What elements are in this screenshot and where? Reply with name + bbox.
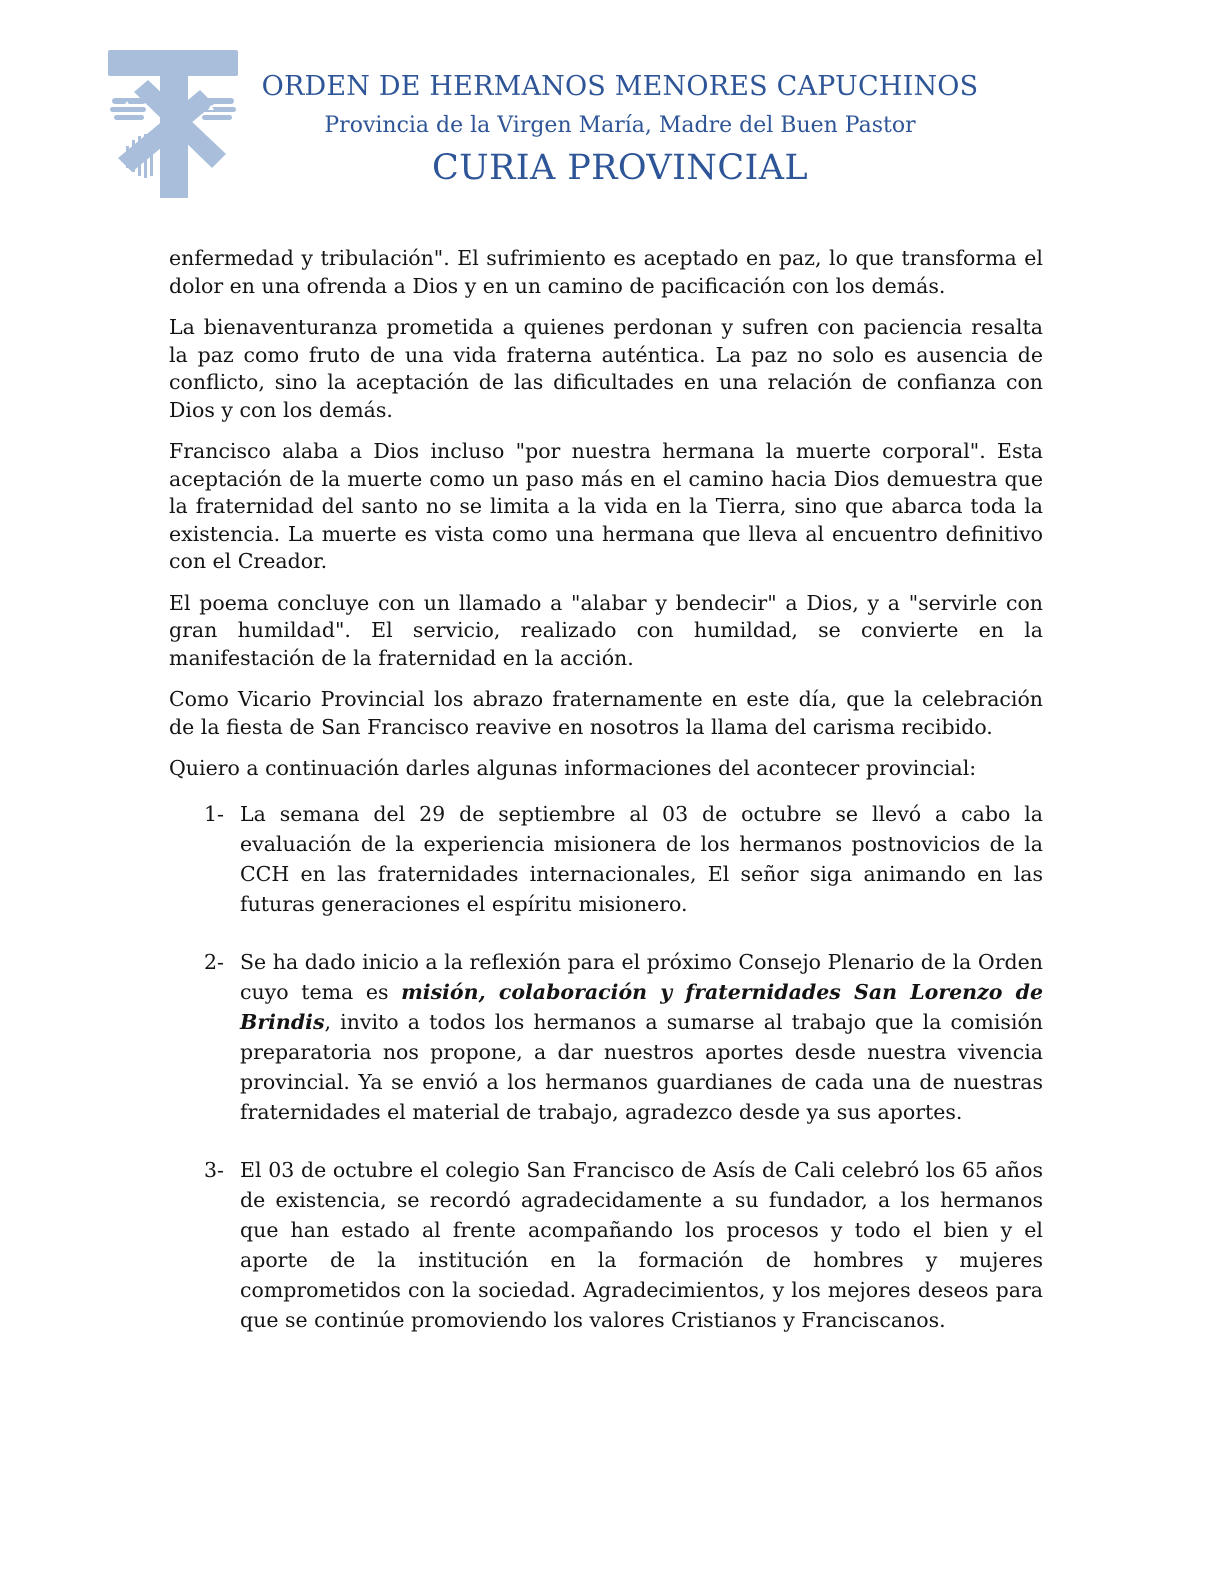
paragraph: Quiero a continuación darles algunas informaciones del acontecer provincial: bbox=[169, 756, 977, 780]
letter-body bbox=[169, 245, 1043, 1363]
province-subtitle: Provincia de la Virgen María, Madre del Buen Pastor bbox=[324, 113, 916, 138]
list-item bbox=[169, 799, 1043, 919]
list-item-text-before: Se ha dado inicio a la reflexión para el próximo Consejo Plenario de la Orden cuyo tema es bbox=[240, 949, 1043, 1004]
list-number: 3- bbox=[204, 1157, 224, 1182]
letterhead bbox=[250, 66, 990, 192]
list-item-text: La semana del 29 de septiembre al 03 de octubre se llevó a cabo la evaluación de la experiencia misionera de los hermanos postnovicios de la CCH en las fraternidades internacionales, El señor siga animando en las futuras generaciones el espíritu misionero. bbox=[240, 801, 1043, 916]
paragraph: enfermedad y tribulación". El sufrimiento es aceptado en paz, lo que transforma el dolor en una ofrenda a Dios y en un camino de pacificación con los demás. bbox=[169, 246, 1043, 298]
tau-cross-franciscan-arms-icon bbox=[104, 46, 242, 200]
paragraph: El poema concluye con un llamado a "alabar y bendecir" a Dios, y a "servirle con gran humildad". El servicio, realizado con humildad, se convierte en la manifestación de la fraternidad en la acción. bbox=[169, 590, 1043, 670]
list-item-text: El 03 de octubre el colegio San Francisco de Asís de Cali celebró los 65 años de existencia, se recordó agradecidamente a su fundador, a los hermanos que han estado al frente acompañando los procesos y todo el bien y el aporte de la institución en la formación de hombres y mujeres comprometidos con la sociedad. Agradecimientos, y los mejores deseos para que se continúe promoviendo los valores Cristianos y Franciscanos. bbox=[240, 1157, 1043, 1332]
list-item bbox=[169, 1155, 1043, 1335]
list-item-text-after: , invito a todos los hermanos a sumarse al trabajo que la comisión preparatoria nos propone, a dar nuestros aportes desde nuestra vivencia provincial. Ya se envió a los hermanos guardianes de cada una de nuestras fraternidades el material de trabajo, agradezco desde ya sus aportes. bbox=[240, 1009, 1043, 1124]
paragraph: Francisco alaba a Dios incluso "por nuestra hermana la muerte corporal". Esta aceptación de la muerte como un paso más en el camino hacia Dios demuestra que la fraternidad del santo no se limita a la vida en la Tierra, sino que abarca toda la existencia. La muerte es vista como una hermana que lleva al encuentro definitivo con el Creador. bbox=[169, 439, 1043, 573]
paragraph: Como Vicario Provincial los abrazo fraternamente en este día, que la celebración de la fiesta de San Francisco reavive en nosotros la llama del carisma recibido. bbox=[169, 687, 1043, 739]
list-item bbox=[169, 947, 1043, 1127]
curia-title: CURIA PROVINCIAL bbox=[431, 148, 809, 188]
list-number: 2- bbox=[204, 949, 224, 974]
council-theme-emphasis: misión, colaboración y fraternidades San Lorenzo de Brindis bbox=[240, 979, 1044, 1034]
order-title: ORDEN DE HERMANOS MENORES CAPUCHINOS bbox=[261, 71, 979, 102]
list-number: 1- bbox=[204, 801, 224, 826]
paragraph: La bienaventuranza prometida a quienes perdonan y sufren con paciencia resalta la paz como fruto de una vida fraterna auténtica. La paz no solo es ausencia de conflicto, sino la aceptación de las dificultades en una relación de confianza con Dios y con los demás. bbox=[169, 315, 1043, 422]
news-list bbox=[169, 799, 1043, 1335]
